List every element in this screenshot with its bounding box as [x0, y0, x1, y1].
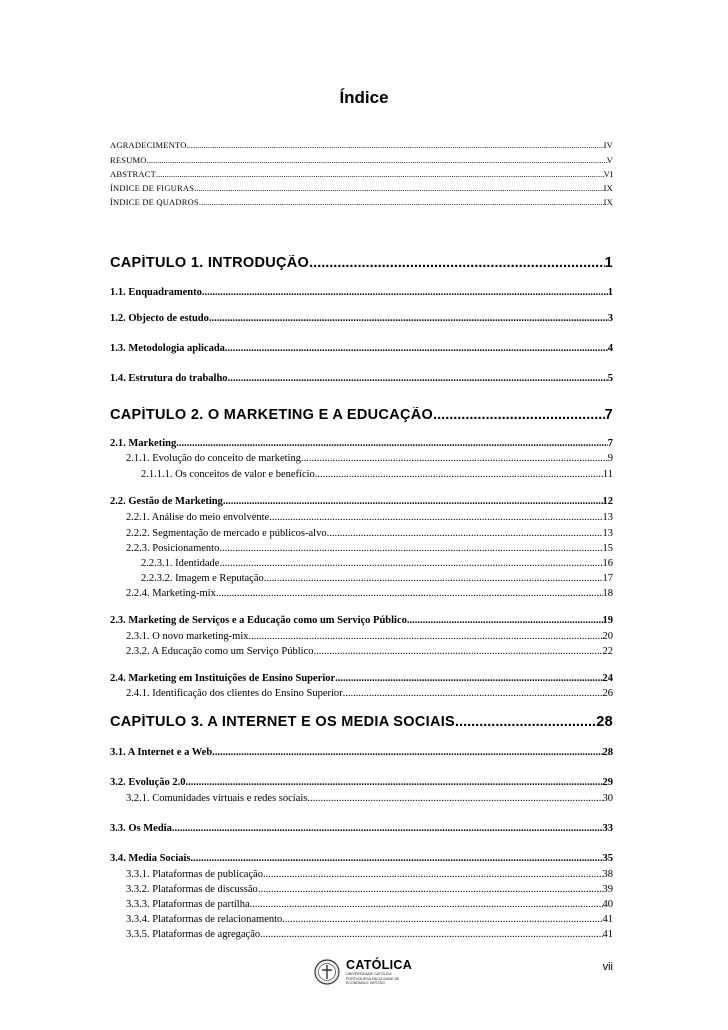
toc-entry-label: CAPÍTULO 1. INTRODUÇÃO	[110, 255, 310, 271]
page-number: vii	[602, 961, 613, 973]
toc-entry[interactable]	[110, 615, 613, 626]
toc-entry[interactable]	[110, 255, 613, 271]
dot-leader	[199, 197, 604, 207]
toc-entry-label: ÍNDICE DE QUADROS	[110, 197, 199, 207]
toc-entry-label: 1.1. Enquadramento	[110, 287, 202, 298]
toc-entry-page: 28	[602, 747, 613, 758]
toc-entry-label: AGRADECIMENTO	[110, 140, 187, 150]
dot-leader	[407, 615, 603, 626]
dot-leader	[315, 469, 603, 480]
toc-entry[interactable]	[141, 469, 613, 480]
toc-entry-label: RESUMO	[110, 155, 147, 165]
toc-entry[interactable]	[126, 512, 613, 523]
dot-leader	[314, 646, 603, 657]
toc-entry-label: 2.2.3.2. Imagem e Reputação	[141, 573, 264, 584]
toc-entry-label: 1.3. Metodologia aplicada	[110, 343, 225, 354]
dot-leader	[282, 914, 602, 925]
dot-leader	[172, 823, 603, 834]
toc-entry-page: 41	[602, 914, 613, 925]
toc-entry-page: V	[606, 155, 613, 165]
toc-entry-page: 39	[602, 884, 613, 895]
toc-entry-page: 17	[602, 573, 613, 584]
toc-entry-label: 2.2.3.1. Identidade	[141, 558, 220, 569]
dot-leader	[264, 573, 603, 584]
toc-entry-page: 7	[604, 407, 613, 423]
dot-leader	[335, 673, 602, 684]
toc-entry[interactable]	[110, 197, 613, 207]
toc-entry[interactable]	[126, 914, 613, 925]
dot-leader	[194, 183, 603, 193]
dot-leader	[191, 853, 603, 864]
toc-entry-label: 3.3.3. Plataformas de partilha	[126, 899, 250, 910]
toc-entry-page: 12	[602, 496, 613, 507]
toc-entry[interactable]	[126, 899, 613, 910]
toc-entry-label: 3.1. A Internet e a Web	[110, 747, 213, 758]
dot-leader	[219, 543, 602, 554]
dot-leader	[223, 496, 603, 507]
toc-entry-page: 20	[602, 631, 613, 642]
page-title: Índice	[339, 88, 389, 107]
toc-entry[interactable]	[110, 287, 613, 298]
toc-entry-label: 2.1. Marketing	[110, 438, 177, 449]
toc-entry-label: 3.2.1. Comunidades virtuais e redes sociais	[126, 793, 308, 804]
dot-leader	[156, 169, 604, 179]
toc-entry[interactable]	[110, 343, 613, 354]
toc-entry[interactable]	[126, 884, 613, 895]
toc-entry-page: 4	[607, 343, 613, 354]
toc-entry[interactable]	[110, 438, 613, 449]
toc-entry-label: 2.3. Marketing de Serviços e a Educação como um Serviço Público	[110, 615, 407, 626]
toc-entry-label: CAPÍTULO 3. A INTERNET E OS MEDIA SOCIAIS	[110, 714, 456, 730]
toc-entry-page: 1	[607, 287, 613, 298]
toc-entry[interactable]	[110, 169, 613, 179]
toc-entry[interactable]	[126, 869, 613, 880]
dot-leader	[309, 255, 604, 271]
dot-leader	[187, 140, 604, 150]
toc-entry-page: IX	[603, 183, 613, 193]
toc-entry-label: 2.3.2. A Educação como um Serviço Público	[126, 646, 314, 657]
dot-leader	[307, 793, 602, 804]
toc-entry[interactable]	[141, 573, 613, 584]
dot-leader	[147, 155, 607, 165]
dot-leader	[343, 688, 603, 699]
toc-entry[interactable]	[126, 929, 613, 940]
toc-entry[interactable]	[110, 373, 613, 384]
toc-entry-page: 24	[602, 673, 613, 684]
toc-entry-page: 5	[607, 373, 613, 384]
toc-entry-page: 33	[602, 823, 613, 834]
dot-leader	[248, 631, 602, 642]
toc-entry-label: 3.3.4. Plataformas de relacionamento	[126, 914, 283, 925]
toc-entry-label: 3.4. Media Sociais	[110, 853, 191, 864]
dot-leader	[250, 899, 603, 910]
toc-entry-page: 19	[602, 615, 613, 626]
toc-entry[interactable]	[110, 407, 613, 423]
toc-entry-label: 2.2. Gestão de Marketing	[110, 496, 223, 507]
toc-entry-page: 13	[602, 528, 613, 539]
toc-entry-label: 1.4. Estrutura do trabalho	[110, 373, 228, 384]
toc-entry-label: 2.4.1. Identificação dos clientes do Ensino Superior	[126, 688, 343, 699]
toc-entry-label: ÍNDICE DE FIGURAS	[110, 183, 195, 193]
dot-leader	[260, 929, 602, 940]
logo-subtitle: UNIVERSIDADE CATÓLICA PORTUGUESA FACULDADE DE ECONOMIA E GESTÃO	[346, 972, 400, 985]
toc-entry-page: 26	[602, 688, 613, 699]
toc-entry[interactable]	[126, 528, 613, 539]
toc-entry[interactable]	[126, 588, 613, 599]
dot-leader	[209, 313, 608, 324]
toc-entry-label: 2.2.3. Posicionamento	[126, 543, 220, 554]
toc-entry-label: 3.3.2. Plataformas de discussão	[126, 884, 258, 895]
toc-entry[interactable]	[126, 631, 613, 642]
dot-leader	[258, 884, 603, 895]
toc-entry-label: 1.2. Objecto de estudo	[110, 313, 209, 324]
toc-entry[interactable]	[110, 140, 613, 150]
dot-leader	[176, 438, 608, 449]
toc-entry-page: 7	[607, 438, 613, 449]
dot-leader	[219, 558, 602, 569]
toc-entry-page: 1	[604, 255, 613, 271]
toc-entry[interactable]	[126, 543, 613, 554]
toc-entry[interactable]	[110, 313, 613, 324]
toc-entry-label: 3.3.1. Plataformas de publicação	[126, 869, 264, 880]
toc-entry[interactable]	[126, 453, 613, 464]
toc-entry[interactable]	[126, 793, 613, 804]
dot-leader	[186, 777, 603, 788]
toc-entry-label: 2.4. Marketing em Instituições de Ensino Superior	[110, 673, 336, 684]
toc-entry-page: 11	[602, 469, 613, 480]
toc-entry-label: 2.1.1. Evolução do conceito de marketing	[126, 453, 301, 464]
toc-entry-label: 3.3.5. Plataformas de agregação	[126, 929, 261, 940]
logo-name: CATÓLICA	[346, 958, 413, 972]
toc-entry[interactable]	[110, 747, 613, 758]
toc-entry[interactable]	[110, 853, 613, 864]
toc-entry-label: ABSTRACT	[110, 169, 156, 179]
dot-leader	[216, 588, 603, 599]
toc-entry[interactable]	[141, 558, 613, 569]
toc-entry-label: 2.2.1. Análise do meio envolvente	[126, 512, 270, 523]
dot-leader	[212, 747, 602, 758]
toc-entry-page: VI	[603, 169, 613, 179]
toc-entry-label: 2.3.1. O novo marketing-mix	[126, 631, 249, 642]
toc-entry[interactable]	[110, 155, 613, 165]
toc-entry[interactable]	[110, 183, 613, 193]
toc-entry-page: 29	[602, 777, 613, 788]
dot-leader	[225, 343, 608, 354]
university-logo	[314, 958, 416, 986]
toc-entry-page: 9	[607, 453, 613, 464]
dot-leader	[269, 512, 602, 523]
toc-entry-page: 13	[602, 512, 613, 523]
toc-entry-page: 30	[602, 793, 613, 804]
toc-entry[interactable]	[126, 646, 613, 657]
toc-entry[interactable]	[110, 777, 613, 788]
toc-entry-page: IV	[603, 140, 613, 150]
toc-entry-page: 41	[602, 929, 613, 940]
dot-leader	[263, 869, 602, 880]
toc-entry-page: 15	[602, 543, 613, 554]
toc-entry-label: 2.2.2. Segmentação de mercado e públicos-alvo	[126, 528, 327, 539]
toc-entry-label: 2.1.1.1. Os conceitos de valor e benefício	[141, 469, 315, 480]
toc-entry-label: 3.3. Os Media	[110, 823, 172, 834]
toc-entry[interactable]	[110, 823, 613, 834]
toc-entry-page: 18	[602, 588, 613, 599]
toc-entry-page: IX	[603, 197, 613, 207]
dot-leader	[301, 453, 608, 464]
dot-leader	[202, 287, 608, 298]
toc-entry[interactable]	[110, 496, 613, 507]
toc-entry-label: 3.2. Evolução 2.0	[110, 777, 186, 788]
toc-entry-page: 3	[607, 313, 613, 324]
dot-leader	[327, 528, 603, 539]
toc-entry[interactable]	[126, 688, 613, 699]
toc-entry-page: 22	[602, 646, 613, 657]
toc-entry-page: 16	[602, 558, 613, 569]
dot-leader	[455, 714, 596, 730]
dot-leader	[228, 373, 608, 384]
toc-entry-page: 28	[596, 714, 613, 730]
toc-entry-page: 40	[602, 899, 613, 910]
toc-entry-page: 38	[602, 869, 613, 880]
toc-entry[interactable]	[110, 714, 613, 730]
toc-entry-page: 35	[602, 853, 613, 864]
university-seal-icon	[314, 959, 340, 985]
toc-entry-label: CAPÍTULO 2. O MARKETING E A EDUCAÇÃO	[110, 407, 434, 423]
dot-leader	[433, 407, 605, 423]
toc-entry-label: 2.2.4. Marketing-mix	[126, 588, 216, 599]
toc-entry[interactable]	[110, 673, 613, 684]
